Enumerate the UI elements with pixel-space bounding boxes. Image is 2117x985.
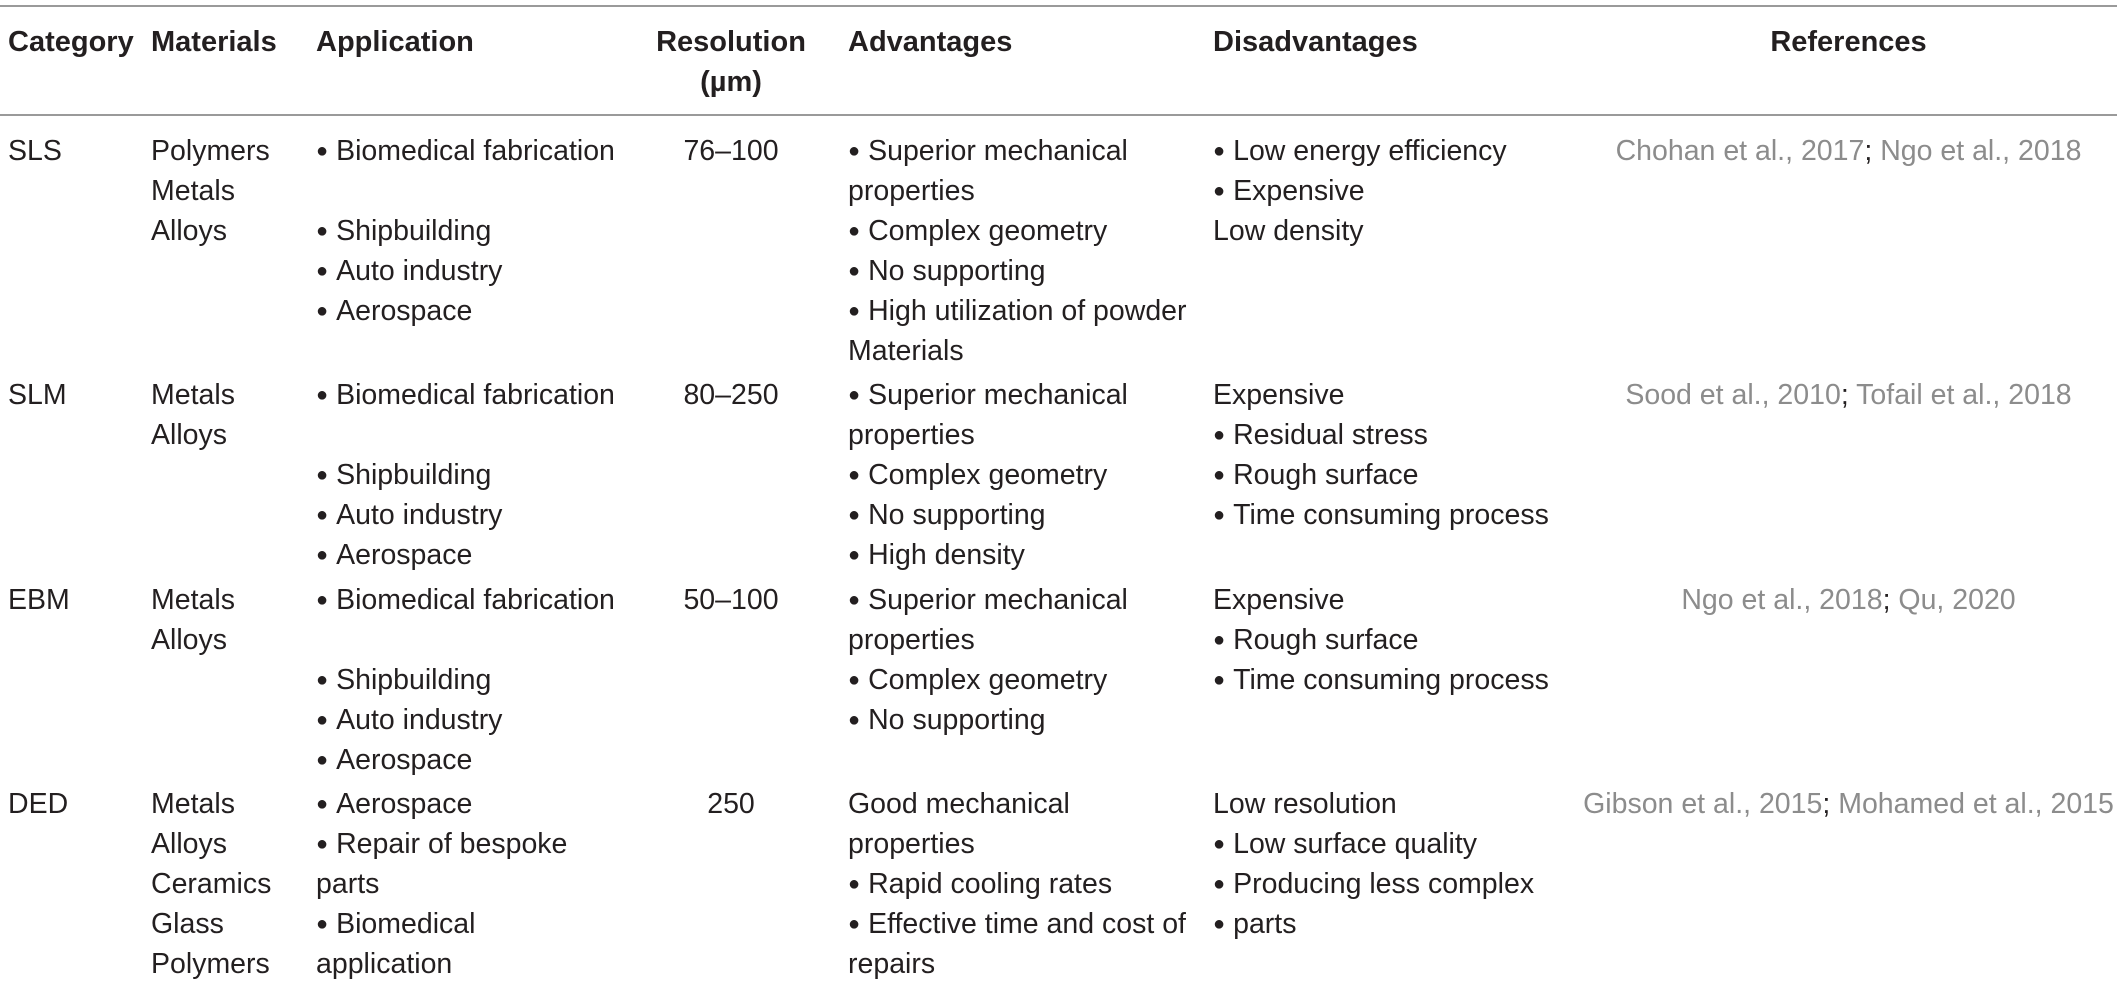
bullet-icon: ● [316, 833, 329, 855]
application-text: Repair of bespoke [336, 828, 568, 860]
application-item [316, 824, 567, 864]
disadvantages-item [1213, 495, 1549, 535]
bullet-icon: ● [848, 669, 861, 691]
bullet-icon: ● [1213, 180, 1226, 202]
bullet-icon: ● [848, 464, 861, 486]
disadvantages-item [1213, 660, 1549, 700]
resolution-cell: 76–100 [683, 135, 779, 167]
bullet-icon: ● [1213, 873, 1226, 895]
advantages-item [848, 535, 1128, 575]
application-item [316, 660, 615, 700]
bullet-icon: ● [1213, 464, 1226, 486]
material-item: Polymers [151, 135, 270, 167]
bullet-icon: ● [848, 544, 861, 566]
bullet-icon: ● [316, 709, 329, 731]
application-item [316, 251, 615, 291]
bullet-icon: ● [316, 749, 329, 771]
application-text: parts [316, 868, 380, 900]
disadvantages-item [1213, 131, 1507, 171]
advantages-item [848, 251, 1187, 291]
bullet-icon: ● [848, 873, 861, 895]
advantages-text: properties [848, 624, 975, 656]
disadvantages-item [1213, 904, 1534, 944]
material-item: Alloys [151, 419, 228, 451]
application-text: Aerospace [336, 539, 473, 571]
advantages-text: Effective time and cost of [868, 908, 1186, 940]
advantages-item [848, 944, 1186, 984]
application-text: Shipbuilding [336, 664, 492, 696]
application-item [316, 580, 615, 620]
resolution-cell: 250 [707, 788, 755, 820]
advantages-text: Superior mechanical [868, 584, 1128, 616]
bullet-icon: ● [848, 300, 861, 322]
reference-link[interactable]: Qu, 2020 [1898, 584, 2016, 616]
bullet-icon: ● [848, 384, 861, 406]
disadvantages-text: Low resolution [1213, 788, 1397, 820]
bullet-icon: ● [848, 260, 861, 282]
bullet-icon: ● [316, 384, 329, 406]
disadvantages-text: Rough surface [1233, 624, 1419, 656]
reference-link[interactable]: Ngo et al., 2018 [1681, 584, 1883, 616]
advantages-item [848, 455, 1128, 495]
bullet-icon: ● [1213, 913, 1226, 935]
advantages-text: Complex geometry [868, 459, 1108, 491]
application-item [316, 375, 615, 415]
category-cell: SLM [8, 379, 67, 411]
table-top-rule [0, 5, 2117, 7]
bullet-icon: ● [316, 913, 329, 935]
materials-cell [151, 375, 235, 455]
references-cell [1560, 784, 2117, 824]
advantages-item [848, 171, 1187, 211]
disadvantages-item [1213, 864, 1534, 904]
reference-link[interactable]: Tofail et al., 2018 [1856, 379, 2072, 411]
application-text: Shipbuilding [336, 215, 492, 247]
advantages-text: repairs [848, 948, 936, 980]
disadvantages-item [1213, 824, 1534, 864]
header-resolution-unit: (µm) [700, 66, 762, 98]
application-item [316, 864, 567, 904]
application-item [316, 700, 615, 740]
application-item [316, 211, 615, 251]
advantages-item [848, 864, 1186, 904]
application-text: Auto industry [336, 499, 503, 531]
advantages-text: properties [848, 419, 975, 451]
bullet-icon: ● [316, 260, 329, 282]
advantages-item [848, 211, 1187, 251]
bullet-icon: ● [316, 300, 329, 322]
reference-separator: ; [1882, 584, 1899, 616]
disadvantages-item [1213, 415, 1549, 455]
application-text: Biomedical [336, 908, 476, 940]
application-text: Biomedical fabrication [336, 584, 615, 616]
bullet-icon: ● [1213, 140, 1226, 162]
bullet-icon: ● [316, 220, 329, 242]
disadvantages-text: Residual stress [1233, 419, 1428, 451]
advantages-item [848, 784, 1186, 824]
header-disadvantages: Disadvantages [1213, 26, 1418, 58]
material-item: Alloys [151, 828, 228, 860]
application-text: Biomedical fabrication [336, 379, 615, 411]
material-item: Metals [151, 788, 235, 820]
application-text: Auto industry [336, 704, 503, 736]
disadvantages-item [1213, 580, 1549, 620]
application-text: Biomedical fabrication [336, 135, 615, 167]
application-item [316, 291, 615, 331]
application-cell [316, 375, 615, 575]
category-cell: EBM [8, 584, 70, 616]
advantages-text: Materials [848, 335, 964, 367]
material-item: Metals [151, 175, 235, 207]
application-item [316, 944, 567, 984]
advantages-cell [848, 580, 1128, 740]
category-cell: SLS [8, 135, 62, 167]
advantages-item [848, 620, 1128, 660]
disadvantages-cell [1213, 131, 1507, 251]
reference-link[interactable]: Ngo et al., 2018 [1880, 135, 2082, 167]
advantages-text: Rapid cooling rates [868, 868, 1113, 900]
application-text: Auto industry [336, 255, 503, 287]
material-item: Ceramics [151, 868, 272, 900]
disadvantages-text: Rough surface [1233, 459, 1419, 491]
table-header-rule [0, 114, 2117, 116]
bullet-icon: ● [316, 464, 329, 486]
application-cell [316, 131, 615, 331]
bullet-icon: ● [1213, 629, 1226, 651]
application-item [316, 455, 615, 495]
advantages-item [848, 291, 1187, 331]
material-item: Metals [151, 379, 235, 411]
application-text: Aerospace [336, 295, 473, 327]
advantages-item [848, 331, 1187, 371]
bullet-icon: ● [1213, 424, 1226, 446]
advantages-text: properties [848, 175, 975, 207]
advantages-text: No supporting [868, 704, 1046, 736]
application-cell [316, 580, 615, 780]
advantages-text: No supporting [868, 499, 1046, 531]
advantages-text: Good mechanical [848, 788, 1070, 820]
application-item [316, 131, 615, 171]
advantages-text: Superior mechanical [868, 135, 1128, 167]
material-item: Glass [151, 908, 224, 940]
advantages-item [848, 824, 1186, 864]
header-application: Application [316, 26, 474, 58]
application-item [316, 784, 567, 824]
references-cell [1560, 131, 2117, 171]
application-item [316, 740, 615, 780]
header-category: Category [8, 26, 134, 58]
disadvantages-cell [1213, 580, 1549, 700]
header-advantages: Advantages [848, 26, 1013, 58]
advantages-item [848, 580, 1128, 620]
reference-separator: ; [1840, 379, 1857, 411]
reference-separator: ; [1822, 788, 1839, 820]
disadvantages-text: parts [1233, 908, 1297, 940]
bullet-icon: ● [848, 913, 861, 935]
header-materials: Materials [151, 26, 277, 58]
application-text: Aerospace [336, 744, 473, 776]
advantages-item [848, 660, 1128, 700]
bullet-icon: ● [316, 793, 329, 815]
advantages-text: High utilization of powder [868, 295, 1187, 327]
disadvantages-item [1213, 620, 1549, 660]
reference-link[interactable]: Sood et al., 2010 [1625, 379, 1841, 411]
bullet-icon: ● [848, 589, 861, 611]
advantages-text: properties [848, 828, 975, 860]
bullet-icon: ● [1213, 669, 1226, 691]
disadvantages-text: Producing less complex [1233, 868, 1535, 900]
material-item: Alloys [151, 624, 228, 656]
bullet-icon: ● [848, 709, 861, 731]
advantages-cell [848, 784, 1186, 984]
application-item [316, 495, 615, 535]
advantages-text: Complex geometry [868, 664, 1108, 696]
bullet-icon: ● [316, 589, 329, 611]
advantages-item [848, 495, 1128, 535]
advantages-item [848, 131, 1187, 171]
references-cell [1560, 580, 2117, 620]
disadvantages-cell [1213, 784, 1534, 944]
disadvantages-item [1213, 171, 1507, 211]
application-item [316, 415, 615, 455]
advantages-item [848, 375, 1128, 415]
bullet-icon: ● [1213, 833, 1226, 855]
material-item: Alloys [151, 215, 228, 247]
bullet-icon: ● [848, 220, 861, 242]
advantages-text: Complex geometry [868, 215, 1108, 247]
reference-link[interactable]: Chohan et al., 2017 [1615, 135, 1865, 167]
application-text: Aerospace [336, 788, 473, 820]
resolution-cell: 50–100 [683, 584, 779, 616]
bullet-icon: ● [316, 544, 329, 566]
disadvantages-item [1213, 455, 1549, 495]
advantages-item [848, 904, 1186, 944]
material-item: Polymers [151, 948, 270, 980]
disadvantages-item [1213, 211, 1507, 251]
advantages-cell [848, 375, 1128, 575]
disadvantages-text: Expensive [1233, 175, 1365, 207]
bullet-icon: ● [848, 140, 861, 162]
reference-separator: ; [1864, 135, 1881, 167]
application-cell [316, 784, 567, 984]
advantages-item [848, 700, 1128, 740]
disadvantages-text: Low energy efficiency [1233, 135, 1507, 167]
header-resolution [640, 22, 822, 102]
disadvantages-item [1213, 784, 1534, 824]
header-references: References [1770, 26, 1927, 58]
disadvantages-text: Expensive [1213, 584, 1345, 616]
materials-cell [151, 784, 271, 984]
bullet-icon: ● [316, 504, 329, 526]
reference-link[interactable]: Mohamed et al., 2015 [1838, 788, 2114, 820]
materials-cell [151, 131, 270, 251]
references-cell [1560, 375, 2117, 415]
bullet-icon: ● [316, 140, 329, 162]
header-resolution-label: Resolution [656, 26, 806, 58]
advantages-text: No supporting [868, 255, 1046, 287]
material-item: Metals [151, 584, 235, 616]
advantages-text: Superior mechanical [868, 379, 1128, 411]
reference-link[interactable]: Gibson et al., 2015 [1583, 788, 1823, 820]
application-item [316, 904, 567, 944]
advantages-cell [848, 131, 1187, 371]
disadvantages-text: Expensive [1213, 379, 1345, 411]
disadvantages-text: Time consuming process [1233, 664, 1549, 696]
bullet-icon: ● [1213, 504, 1226, 526]
materials-cell [151, 580, 235, 660]
disadvantages-text: Low surface quality [1233, 828, 1478, 860]
advantages-item [848, 415, 1128, 455]
bullet-icon: ● [316, 669, 329, 691]
disadvantages-item [1213, 375, 1549, 415]
application-item [316, 620, 615, 660]
advantages-text: High density [868, 539, 1025, 571]
disadvantages-text: Low density [1213, 215, 1364, 247]
application-item [316, 171, 615, 211]
resolution-cell: 80–250 [683, 379, 779, 411]
bullet-icon: ● [848, 504, 861, 526]
application-item [316, 535, 615, 575]
application-text: application [316, 948, 453, 980]
disadvantages-cell [1213, 375, 1549, 535]
category-cell: DED [8, 788, 69, 820]
application-text: Shipbuilding [336, 459, 492, 491]
disadvantages-text: Time consuming process [1233, 499, 1549, 531]
